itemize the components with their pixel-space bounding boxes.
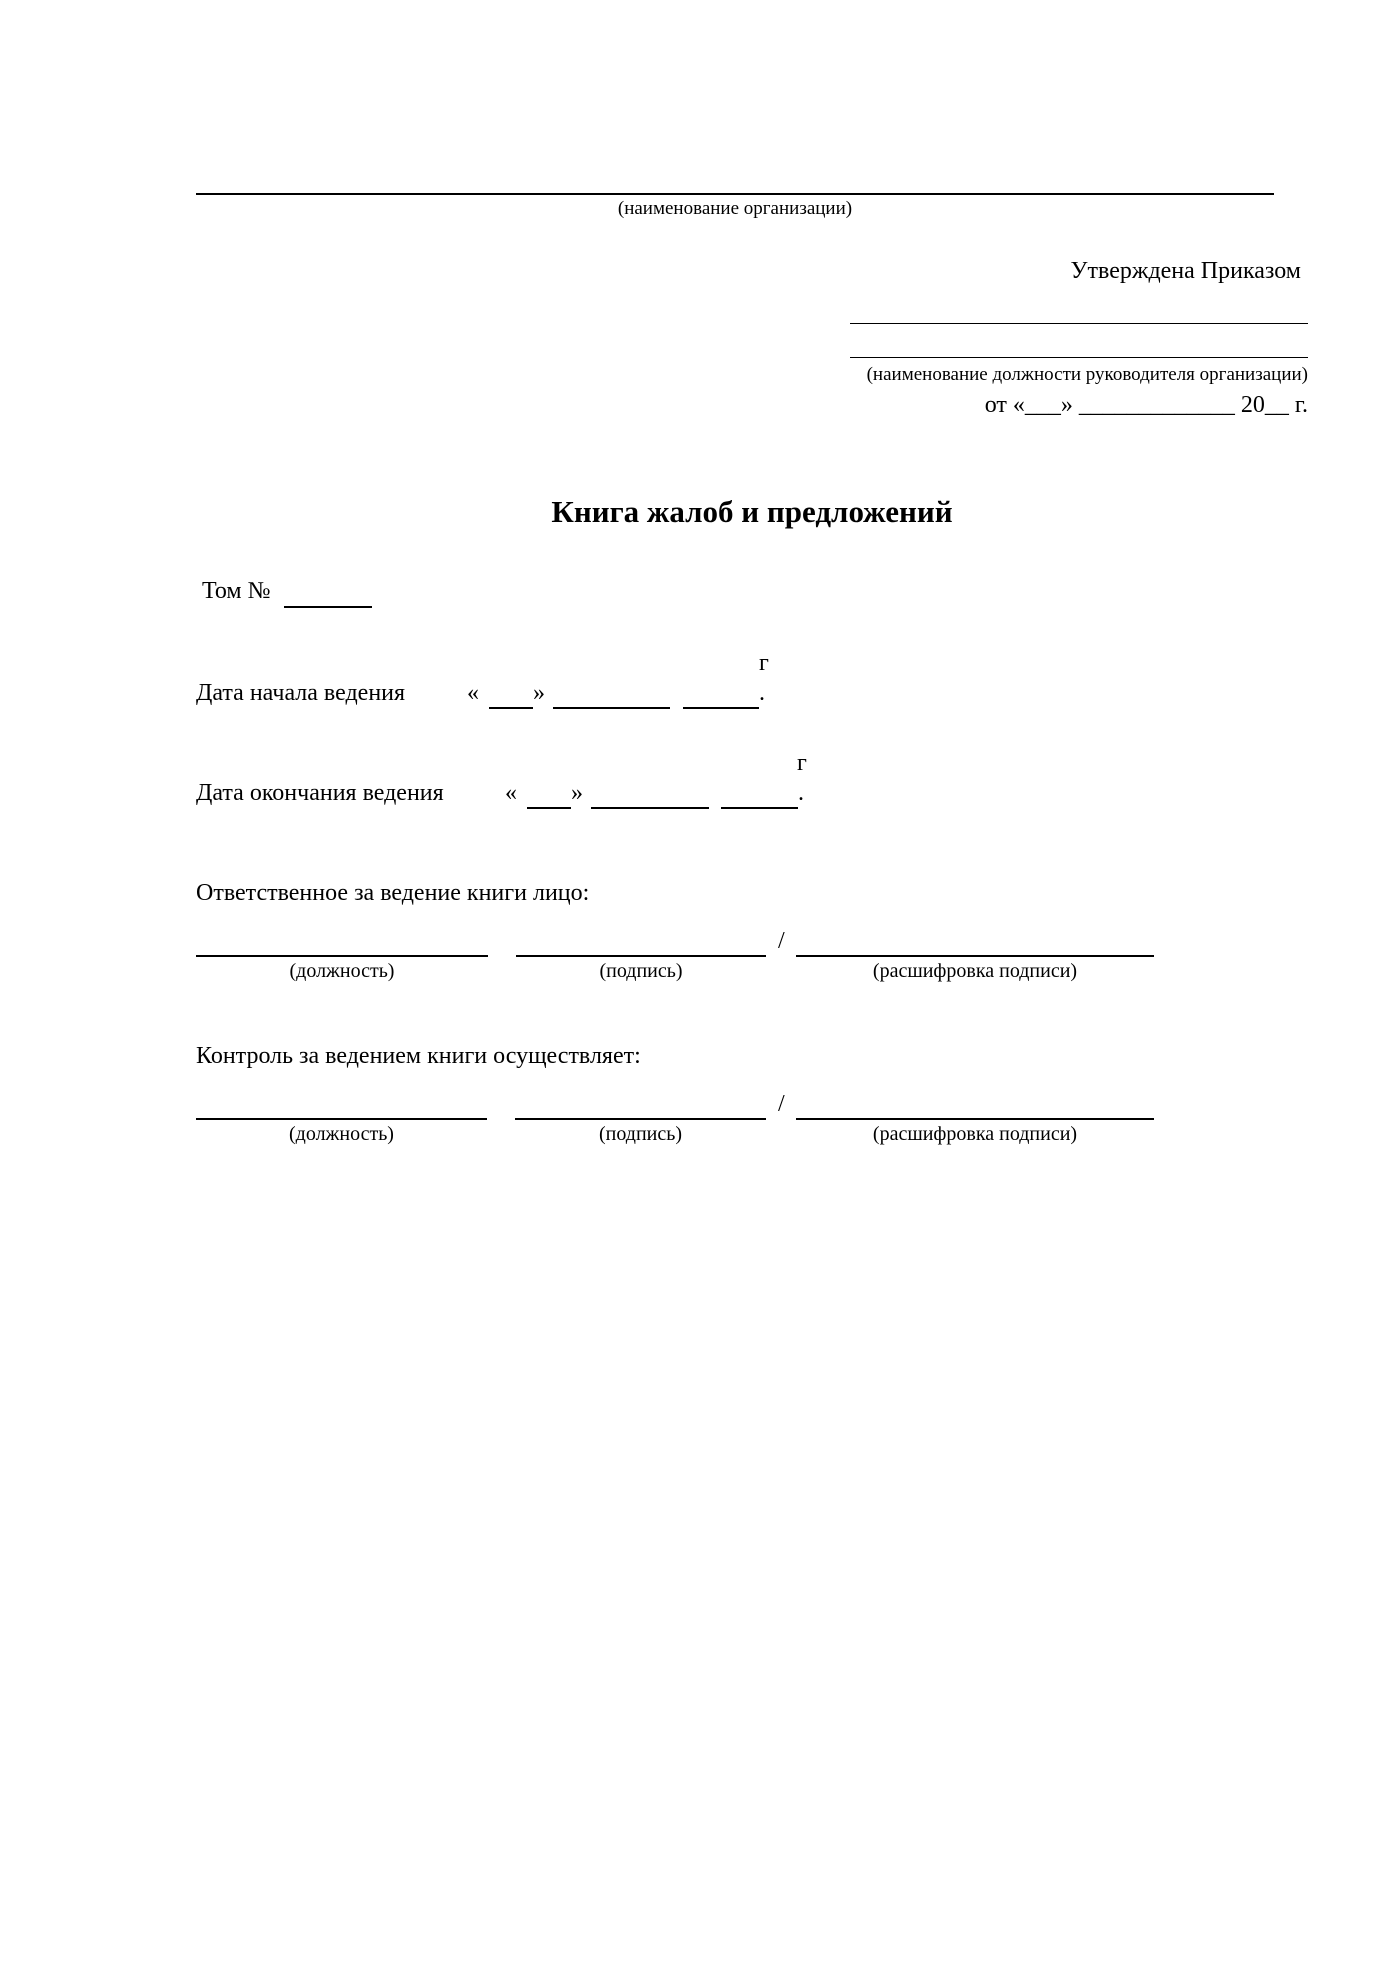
end-date-year-mark: г (797, 750, 807, 776)
start-date-year-mark: г (759, 650, 769, 676)
control-label: Контроль за ведением книги осуществляет: (196, 1043, 641, 1069)
control-position-caption: (должность) (289, 1123, 394, 1145)
approver-line-1 (850, 323, 1308, 324)
start-year-line (683, 707, 759, 709)
end-date-close-quote: » (571, 780, 583, 806)
end-date-open-quote: « (505, 780, 517, 806)
responsible-separator: / (778, 928, 785, 954)
responsible-position-caption: (должность) (289, 960, 395, 982)
control-position-line (196, 1118, 487, 1120)
end-day-line (527, 807, 571, 809)
end-month-line (591, 807, 709, 809)
responsible-position-line (196, 955, 488, 957)
start-month-line (553, 707, 670, 709)
control-decoding-caption: (расшифровка подписи) (872, 1123, 1078, 1145)
page-title: Книга жалоб и предложений (551, 494, 953, 529)
start-date-period: . (759, 680, 765, 706)
end-date-period: . (798, 780, 804, 806)
responsible-decoding-line (796, 955, 1154, 957)
responsible-signature-caption: (подпись) (599, 960, 683, 982)
start-date-open-quote: « (467, 680, 479, 706)
approver-position-caption: (наименование должности руководителя организации) (866, 364, 1308, 385)
end-year-line (721, 807, 798, 809)
responsible-label: Ответственное за ведение книги лицо: (196, 880, 590, 906)
volume-number-line (284, 606, 372, 608)
responsible-decoding-caption: (расшифровка подписи) (872, 960, 1078, 982)
start-day-line (489, 707, 533, 709)
responsible-signature-line (516, 955, 766, 957)
control-decoding-line (796, 1118, 1154, 1120)
start-date-close-quote: » (533, 680, 545, 706)
volume-label: Том № (202, 578, 271, 604)
approved-by-order: Утверждена Приказом (1070, 258, 1301, 284)
control-signature-line (515, 1118, 766, 1120)
control-signature-caption: (подпись) (598, 1123, 683, 1145)
start-date-label: Дата начала ведения (196, 680, 406, 706)
end-date-label: Дата окончания ведения (196, 780, 444, 806)
org-name-line (196, 193, 1274, 195)
control-separator: / (778, 1091, 785, 1117)
org-name-caption: (наименование организации) (617, 198, 853, 219)
approver-line-2 (850, 357, 1308, 358)
approval-date-line: от «___» _____________ 20__ г. (984, 392, 1308, 418)
